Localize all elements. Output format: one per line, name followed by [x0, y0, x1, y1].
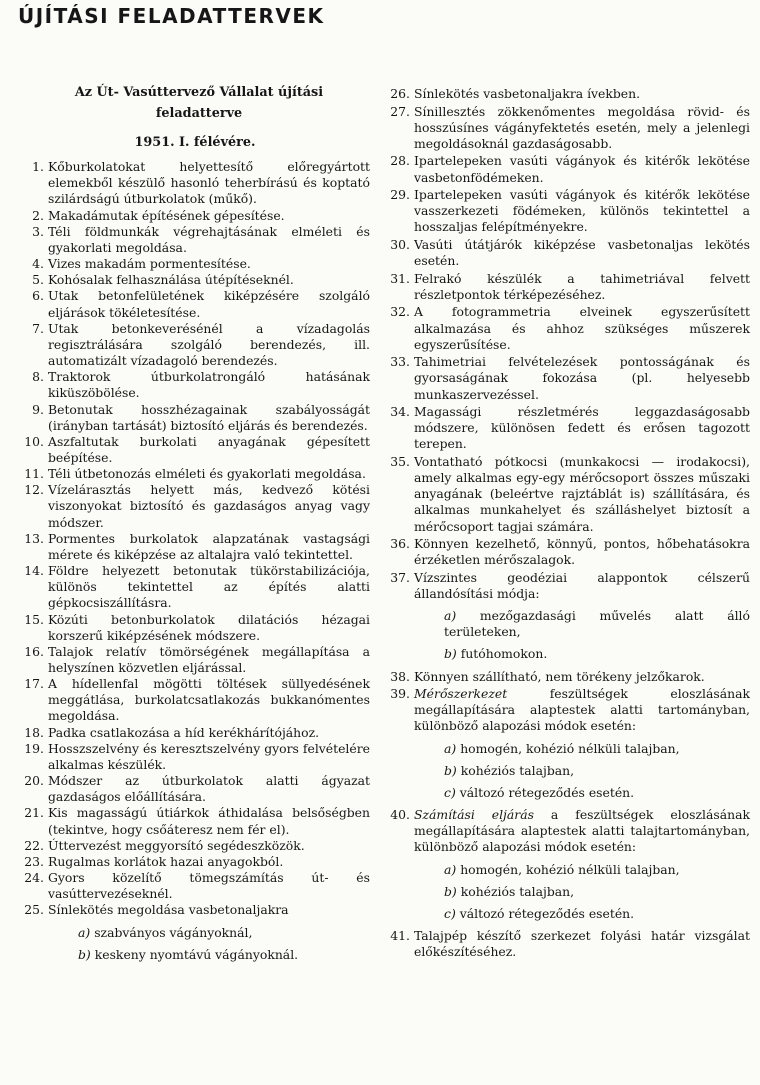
- item-number: 30.: [390, 236, 410, 252]
- item-text: Ipartelepeken vasúti vágányok és kitérők lekötése vasbetonfödémeken.: [414, 153, 750, 185]
- list-item: [20, 208, 370, 224]
- item-text: a feszültségek eloszlásának megállapítására alaptestek alatti talajtartományban, különböző alapozási módok esetén:: [414, 807, 750, 855]
- item-text: Rugalmas korlátok hazai anyagokból.: [48, 853, 284, 869]
- item-number: 19.: [24, 740, 44, 756]
- list-item: [386, 807, 750, 922]
- list-item: [20, 563, 370, 611]
- item-text: Talajok relatív tömörségének megállapítása a helyszínen közvetlen eljárással.: [48, 643, 370, 675]
- item-text: Téli útbetonozás elméleti és gyakorlati megoldása.: [48, 466, 366, 482]
- item-text-block: [414, 570, 750, 601]
- item-text: Makadámutak építésének gépesítése.: [48, 207, 285, 223]
- sub-item-text: kohéziós talajban,: [460, 762, 575, 778]
- item-number: 16.: [24, 643, 44, 659]
- list-item: [20, 531, 370, 563]
- list-item: [20, 676, 370, 724]
- list-item: [20, 402, 370, 434]
- item-text: Kis magasságú útiárkok áthidalása belsőségben (tekintve, hogy csőáteresz nem fér el).: [48, 805, 370, 837]
- sub-item-text: szabványos vágányoknál,: [94, 924, 253, 940]
- item-text-block: [48, 644, 370, 675]
- sub-item: [414, 862, 750, 878]
- item-text: Gyors közelítő tömegszámítás út- és vasúttervezéseknél.: [48, 870, 370, 902]
- item-number: 34.: [390, 404, 410, 420]
- item-text-block: [48, 321, 370, 368]
- item-number: 20.: [24, 773, 44, 789]
- item-text-block: [48, 402, 370, 433]
- list-item: [386, 536, 750, 568]
- list-item: [20, 612, 370, 644]
- item-text-block: [414, 669, 705, 684]
- item-text-block: [48, 159, 370, 206]
- list-item: [386, 928, 750, 960]
- item-text-block: [414, 686, 750, 733]
- list-item: [20, 805, 370, 837]
- list-item: [386, 104, 750, 152]
- item-text-block: [48, 725, 319, 740]
- list-item: [386, 86, 750, 102]
- item-text: Utak betonfelületének kiképzésére szolgáló eljárások tökéletesítése.: [48, 288, 370, 320]
- list-item: [20, 482, 370, 530]
- item-number: 12.: [24, 482, 44, 498]
- item-lead-italic: Számítási eljárás: [414, 807, 534, 823]
- list-item: [386, 454, 750, 535]
- sub-item-letter: a): [78, 924, 91, 940]
- item-lead-italic: Mérőszerkezet: [414, 686, 508, 702]
- item-text-block: [48, 805, 370, 836]
- item-number: 15.: [24, 611, 44, 627]
- sub-item-letter: b): [78, 946, 91, 962]
- item-number: 36.: [390, 536, 410, 552]
- item-text-block: [48, 902, 289, 917]
- item-number: 33.: [390, 354, 410, 370]
- sub-item: [414, 646, 750, 662]
- list-item: [20, 288, 370, 320]
- sub-item: [414, 906, 750, 922]
- right-item-list: [386, 86, 750, 960]
- sub-item-letter: a): [444, 740, 457, 756]
- item-text-block: [414, 354, 750, 401]
- item-text: Könnyen szállítható, nem törékeny jelzőkarok.: [414, 668, 705, 684]
- item-text-block: [414, 104, 750, 151]
- sub-item: [414, 763, 750, 779]
- document-subtitle: 1951. I. félévére.: [134, 135, 256, 150]
- sub-item-text: kohéziós talajban,: [460, 883, 575, 899]
- sub-item-letter: c): [444, 905, 456, 921]
- item-number: 6.: [32, 288, 44, 304]
- item-number: 11.: [24, 466, 44, 482]
- item-number: 40.: [390, 807, 410, 823]
- item-number: 21.: [24, 805, 44, 821]
- item-text: Közúti betonburkolatok dilatációs hézagai korszerű kiképzésének módszere.: [48, 611, 370, 643]
- list-item: [20, 321, 370, 369]
- list-item: [20, 902, 370, 962]
- list-item: [20, 256, 370, 272]
- list-item: [20, 224, 370, 256]
- item-text: Kohósalak felhasználása útépítéseknél.: [48, 272, 294, 288]
- item-number: 39.: [390, 686, 410, 702]
- list-item: [20, 854, 370, 870]
- item-number: 1.: [32, 159, 44, 175]
- item-number: 18.: [24, 724, 44, 740]
- item-text: Könnyen kezelhető, könnyű, pontos, hőbehatásokra érzéketlen mérőszalagok.: [414, 536, 750, 568]
- list-item: [20, 434, 370, 466]
- list-item: [386, 404, 750, 452]
- list-item: [20, 870, 370, 902]
- item-text: Sínlekötés vasbetonaljakra ívekben.: [414, 86, 641, 101]
- right-column: [386, 86, 750, 962]
- list-item: [386, 153, 750, 185]
- item-text-block: [48, 288, 370, 319]
- item-text-block: [48, 676, 370, 723]
- left-column: [20, 82, 370, 969]
- item-number: 23.: [24, 853, 44, 869]
- item-text-block: [48, 434, 370, 465]
- item-text: Vízelárasztás helyett más, kedvező kötési viszonyokat biztosító és gazdaságos anyag vagy módszer.: [48, 482, 370, 530]
- item-text: Földre helyezett betonutak tükörstabilizációja, különös tekintettel az építés alatti gépkocsiszállításra.: [48, 563, 370, 611]
- item-text-block: [414, 928, 750, 959]
- item-text-block: [48, 256, 251, 271]
- item-text: Sínillesztés zökkenőmentes megoldása rövid- és hosszúsínes vágányfektetés esetén, mely a jelenlegi megoldásoknál gazdaságosabb.: [414, 103, 750, 151]
- item-text-block: [414, 404, 750, 451]
- item-number: 10.: [24, 433, 44, 449]
- sub-item-letter: a): [444, 608, 457, 624]
- item-number: 32.: [390, 304, 410, 320]
- list-item: [386, 570, 750, 663]
- item-number: 27.: [390, 103, 410, 119]
- item-text-block: [48, 563, 370, 610]
- item-text: Magassági részletmérés leggazdaságosabb módszere, különösen fedett és erősen tagozott terepen.: [414, 404, 750, 452]
- list-item: [386, 271, 750, 303]
- item-text: Vontatható pótkocsi (munkakocsi — irodakocsi), amely alkalmas egy-egy mérőcsoport összes műszaki anyagának (beleértve rajztáblát is) szállítására, és alkalmas munkahelyet és szálláshelyet biztosít a mérőcsoport tagjai számára.: [414, 453, 750, 534]
- item-number: 3.: [32, 223, 44, 239]
- item-text-block: [414, 153, 750, 184]
- item-text: feszültségek eloszlásának megállapítására alaptestek alatti tartományban, különböző alapozási módok esetén:: [414, 686, 750, 734]
- sub-item-text: futóhomokon.: [460, 646, 548, 662]
- item-number: 24.: [24, 870, 44, 886]
- item-text-block: [414, 454, 750, 534]
- sub-item-letter: a): [444, 861, 457, 877]
- sub-item-letter: b): [444, 762, 457, 778]
- item-text-block: [414, 536, 750, 567]
- item-text-block: [48, 854, 283, 869]
- list-item: [20, 838, 370, 854]
- list-item: [20, 369, 370, 401]
- item-text: Tahimetriai felvételezések pontosságának és gyorsaságának fokozása (pl. helyesebb munkaszervezéssel.: [414, 354, 750, 402]
- sub-item: [414, 884, 750, 900]
- item-number: 7.: [32, 320, 44, 336]
- list-item: [386, 354, 750, 402]
- item-text: Hosszszelvény és keresztszelvény gyors felvételére alkalmas készülék.: [48, 740, 370, 772]
- list-item: [386, 669, 750, 685]
- item-text: Talajpép készítő szerkezet folyási határ vizsgálat előkészítéséhez.: [414, 928, 750, 960]
- item-text-block: [48, 224, 370, 255]
- sub-item-text: változó rétegeződés esetén.: [459, 905, 635, 921]
- list-item: [20, 466, 370, 482]
- item-number: 28.: [390, 153, 410, 169]
- item-text-block: [48, 838, 305, 853]
- item-text-block: [48, 272, 294, 287]
- item-number: 8.: [32, 369, 44, 385]
- sub-item-letter: b): [444, 646, 457, 662]
- list-item: [20, 159, 370, 207]
- item-number: 26.: [390, 86, 410, 101]
- item-text-block: [48, 466, 366, 481]
- sub-item-text: homogén, kohézió nélküli talajban,: [460, 740, 680, 756]
- item-number: 2.: [32, 207, 44, 223]
- sub-item-letter: c): [444, 784, 456, 800]
- sub-item: [48, 947, 370, 963]
- item-text-block: [414, 807, 750, 854]
- item-text: Aszfaltutak burkolati anyagának gépesített beépítése.: [48, 433, 370, 465]
- item-number: 4.: [32, 256, 44, 272]
- item-text-block: [48, 208, 285, 223]
- sub-item-text: mezőgazdasági művelés alatt álló területeken,: [444, 608, 750, 640]
- item-number: 14.: [24, 563, 44, 579]
- item-text: Sínlekötés megoldása vasbetonaljakra: [48, 902, 289, 918]
- sub-item-text: változó rétegeződés esetén.: [459, 784, 635, 800]
- item-number: 17.: [24, 676, 44, 692]
- list-item: [386, 686, 750, 801]
- sub-item-text: homogén, kohézió nélküli talajban,: [460, 861, 680, 877]
- item-text: Úttervezést meggyorsító segédeszközök.: [48, 837, 305, 853]
- item-text: Téli földmunkák végrehajtásának elméleti és gyakorlati megoldása.: [48, 223, 370, 255]
- list-item: [386, 187, 750, 235]
- list-item: [386, 237, 750, 269]
- list-item: [20, 272, 370, 288]
- list-item: [20, 741, 370, 773]
- item-text: A fotogrammetria elveinek egyszerűsített alkalmazása és ahhoz szükséges műszerek egyszerűsítése.: [414, 304, 750, 352]
- sub-item: [414, 608, 750, 640]
- item-number: 41.: [390, 928, 410, 944]
- sub-item: [414, 785, 750, 801]
- item-number: 22.: [24, 837, 44, 853]
- item-text-block: [414, 304, 750, 351]
- item-text-block: [414, 271, 750, 302]
- item-text-block: [48, 870, 370, 901]
- item-text-block: [414, 237, 750, 268]
- item-text: Betonutak hosszhézagainak szabályosságát (irányban tartását) biztosító eljárás és berendezés.: [48, 401, 370, 433]
- item-text: Traktorok útburkolatrongáló hatásának kiküszöbölése.: [48, 369, 370, 401]
- item-text: Vízszintes geodéziai alappontok célszerű állandósítási módja:: [414, 569, 750, 601]
- item-text: Pormentes burkolatok alapzatának vastagsági mérete és kiképzése az altalajra való tekintettel.: [48, 530, 370, 562]
- sub-item: [414, 741, 750, 757]
- item-number: 31.: [390, 270, 410, 286]
- item-text-block: [414, 86, 640, 101]
- item-text-block: [414, 187, 750, 234]
- item-text: Vasúti útátjárók kiképzése vasbetonaljas lekötés esetén.: [414, 236, 750, 269]
- item-text-block: [48, 773, 370, 804]
- item-text: Felrakó készülék a tahimetriával felvett részletpontok térképezéséhez.: [414, 270, 750, 302]
- sub-item-text: keskeny nyomtávú vágányoknál.: [94, 946, 299, 962]
- item-number: 25.: [24, 902, 44, 918]
- sub-item: [48, 925, 370, 941]
- item-text-block: [48, 612, 370, 643]
- item-text: A hídellenfal mögötti töltések süllyedésének meggátlása, burkolatcsatlakozás bukkanómentes megoldása.: [48, 676, 370, 724]
- item-text: Kőburkolatokat helyettesítő előregyártott elemekből készülő hasonló teherbírású és koptató szilárdságú útburkolatok (műkő).: [48, 159, 370, 207]
- item-text: Ipartelepeken vasúti vágányok és kitérők lekötése vasszerkezeti födémeken, különös tekintettel a hosszaljas felépítményekre.: [414, 187, 750, 235]
- item-text: Padka csatlakozása a híd kerékhárítójához.: [48, 724, 320, 740]
- item-number: 38.: [390, 668, 410, 684]
- item-number: 5.: [32, 272, 44, 288]
- item-text-block: [48, 369, 370, 400]
- item-number: 35.: [390, 453, 410, 469]
- item-text: Utak betonkeverésénél a vízadagolás regisztrálására szolgáló berendezés, ill. automatizált vízadagoló berendezés.: [48, 320, 370, 369]
- page-header: ÚJÍTÁSI FELADATTERVEK: [18, 4, 325, 28]
- item-text-block: [48, 482, 370, 529]
- sub-item-letter: b): [444, 883, 457, 899]
- list-item: [20, 644, 370, 676]
- item-text: Módszer az útburkolatok alatti ágyazat gazdaságos előállítására.: [48, 773, 370, 805]
- list-item: [20, 773, 370, 805]
- list-item: [386, 304, 750, 352]
- item-number: 13.: [24, 530, 44, 546]
- item-number: 9.: [32, 401, 44, 417]
- item-number: 37.: [390, 569, 410, 585]
- document-title: Az Út- Vasúttervező Vállalat újítási feladatterve: [74, 85, 324, 121]
- item-number: 29.: [390, 187, 410, 203]
- left-item-list: [20, 159, 370, 963]
- item-text-block: [48, 741, 370, 772]
- item-text: Vizes makadám pormentesítése.: [48, 256, 251, 272]
- list-item: [20, 725, 370, 741]
- item-text-block: [48, 531, 370, 562]
